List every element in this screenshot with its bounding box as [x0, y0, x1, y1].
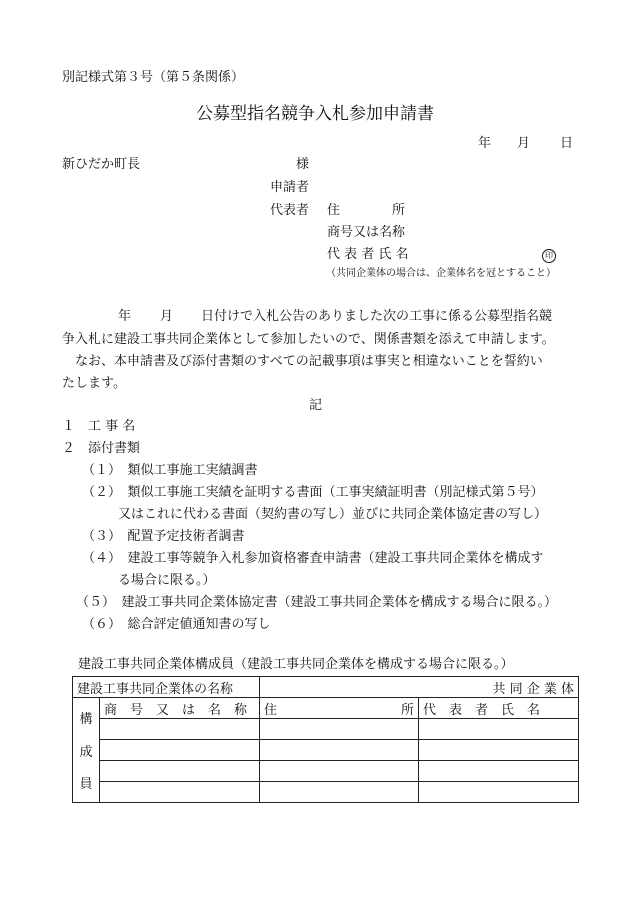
body-line-3: なお、本申請書及び添付書類のすべての記載事項は事実と相違ないことを誓約い: [75, 354, 543, 369]
member-representative-cell[interactable]: [419, 740, 579, 761]
item-attachments: ２ 添付書類: [62, 441, 141, 456]
seal-mark: [542, 247, 556, 263]
header-representative-cell: [419, 698, 579, 719]
representative-name-label: 代 表 者 氏 名: [327, 247, 409, 262]
body-line-4: たします。: [62, 376, 126, 391]
recipient-honorific: 様: [296, 157, 310, 172]
header-representative: 代 表 者 氏 名: [423, 702, 541, 718]
member-representative-cell[interactable]: [419, 761, 579, 782]
table-row: [73, 782, 579, 803]
member-address-cell[interactable]: [260, 740, 419, 761]
applicant-label: 申請者: [270, 180, 310, 195]
ki-heading: 記: [309, 398, 323, 413]
body-line-1: 日付けで入札公告のありました次の工事に係る公募型指名競: [201, 309, 553, 324]
attachment-6: （６） 総合評定値通知書の写し: [82, 617, 271, 632]
member-company-cell[interactable]: [100, 761, 260, 782]
member-address-cell[interactable]: [260, 782, 419, 803]
jv-label: 共 同 企 業 体: [492, 681, 575, 697]
header-address-cell: [260, 698, 419, 719]
jv-label-cell: [260, 677, 579, 698]
table-row: [73, 719, 579, 740]
table-row: [73, 740, 579, 761]
page-title: 公募型指名競争入札参加申請書: [196, 104, 434, 124]
attachment-1: （１） 類似工事施工実績調書: [82, 463, 258, 478]
member-char-3: 員: [79, 777, 93, 792]
member-representative-cell[interactable]: [419, 719, 579, 740]
table-row: [73, 698, 579, 719]
jv-name-label: 建設工事共同企業体の名称: [77, 681, 234, 697]
attachment-4-line-1: （４） 建設工事等競争入札参加資格審査申請書（建設工事共同企業体を構成す: [82, 551, 544, 566]
representative-label: 代表者: [270, 203, 310, 218]
member-char-1: 構: [79, 712, 93, 727]
seal-icon: 印: [542, 249, 556, 263]
attachment-2-line-2: 又はこれに代わる書面（契約書の写し）並びに共同企業体協定書の写し）: [118, 507, 548, 522]
address-label-2: 所: [392, 203, 406, 218]
date-year: 年: [478, 136, 492, 151]
member-company-cell[interactable]: [100, 719, 260, 740]
member-company-cell[interactable]: [100, 782, 260, 803]
member-address-cell[interactable]: [260, 761, 419, 782]
attachment-3: （３） 配置予定技術者調書: [82, 529, 245, 544]
attachment-2-line-1: （２） 類似工事施工実績を証明する書面（工事実績証明書（別記様式第５号）: [82, 485, 544, 500]
member-representative-cell[interactable]: [419, 782, 579, 803]
table-row: [73, 677, 579, 698]
jv-name-label-cell: [73, 677, 260, 698]
header-address-2: 所: [401, 702, 415, 718]
member-company-cell[interactable]: [100, 740, 260, 761]
body-month: 月: [160, 309, 174, 324]
jv-members-table: [72, 676, 579, 803]
company-name-label: 商号又は名称: [327, 225, 406, 240]
table-caption: 建設工事共同企業体構成員（建設工事共同企業体を構成する場合に限る。）: [78, 657, 514, 672]
attachment-4-line-2: る場合に限る。）: [118, 573, 216, 588]
body-year: 年: [118, 309, 132, 324]
member-char-2: 成: [79, 744, 93, 760]
date-day: 日: [560, 136, 574, 151]
members-vertical-label: [73, 698, 100, 803]
jv-note: （共同企業体の場合は、企業体名を冠とすること）: [326, 268, 556, 279]
address-label-1: 住: [327, 203, 341, 218]
member-address-cell[interactable]: [260, 719, 419, 740]
body-line-2: 争入札に建設工事共同企業体として参加したいので、関係書類を添えて申請します。: [62, 332, 555, 347]
item-construction-name: １ 工 事 名: [62, 419, 136, 434]
header-address-1: 住: [264, 702, 278, 718]
form-header: 別記様式第３号（第５条関係）: [62, 70, 245, 85]
header-company: 商 号 又 は 名 称: [104, 702, 248, 718]
recipient-name: 新ひだか町長: [62, 157, 141, 172]
header-company-cell: [100, 698, 260, 719]
table-row: [73, 761, 579, 782]
attachment-5: （５） 建設工事共同企業体協定書（建設工事共同企業体を構成する場合に限る。）: [76, 595, 558, 610]
date-month: 月: [517, 136, 531, 151]
